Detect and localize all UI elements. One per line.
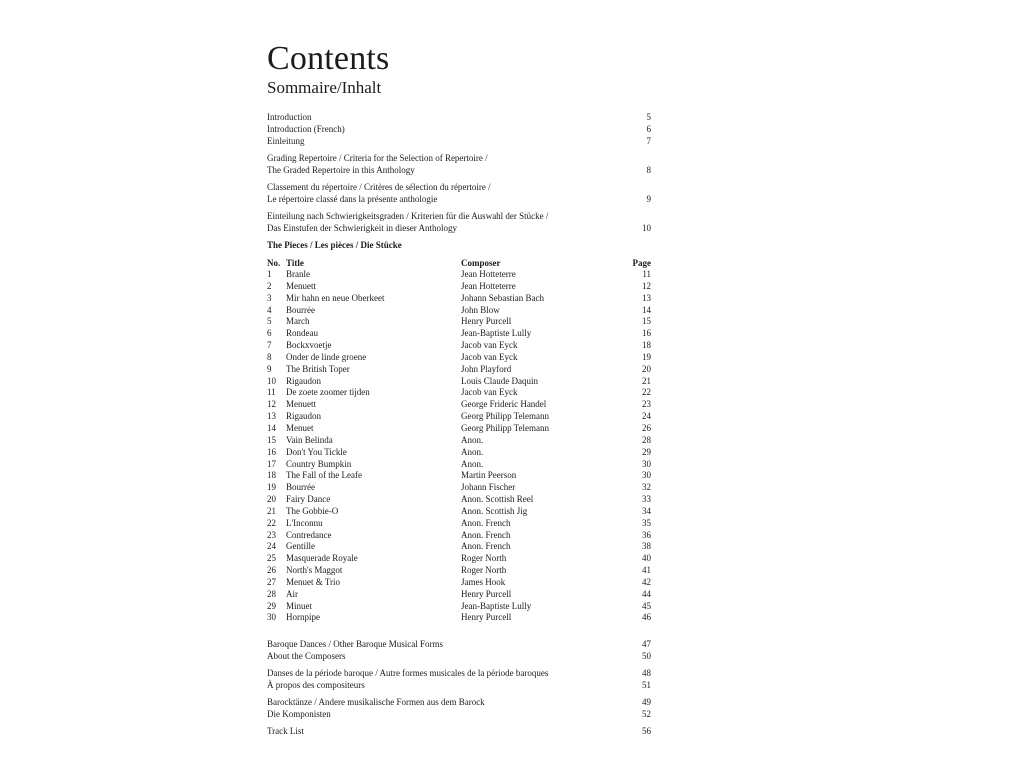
- piece-page: 41: [642, 565, 651, 576]
- toc-entry-text: Die Komponisten: [267, 709, 331, 720]
- toc-group: [267, 111, 651, 147]
- piece-title: Menuett: [286, 280, 316, 291]
- piece-number: 26: [267, 565, 276, 576]
- pieces-table-body: [267, 269, 651, 624]
- piece-number: 16: [267, 446, 276, 457]
- piece-number: 17: [267, 458, 276, 469]
- contents-page: [267, 40, 651, 742]
- piece-title: Rigaudon: [286, 375, 321, 386]
- column-header-page: Page: [632, 258, 651, 268]
- piece-composer: Henry Purcell: [461, 612, 512, 623]
- toc-entry-page: 48: [642, 668, 651, 679]
- piece-page: 38: [642, 541, 651, 552]
- piece-title: Menuet: [286, 422, 314, 433]
- table-row: [267, 316, 651, 328]
- piece-composer: Anon. French: [461, 529, 511, 540]
- toc-entry: [267, 667, 651, 679]
- piece-composer: Jacob van Eyck: [461, 387, 518, 398]
- intro-section: [267, 111, 651, 234]
- table-row: [267, 447, 651, 459]
- piece-composer: Anon. French: [461, 517, 511, 528]
- toc-entry-text: Baroque Dances / Other Baroque Musical Forms: [267, 639, 443, 650]
- piece-composer: Johann Sebastian Bach: [461, 292, 544, 303]
- piece-page: 11: [642, 269, 651, 279]
- toc-entry-page: 5: [646, 112, 651, 122]
- piece-page: 26: [642, 422, 651, 433]
- piece-title: The British Toper: [286, 363, 350, 374]
- piece-title: Bourrée: [286, 482, 315, 493]
- piece-number: 1: [267, 269, 272, 279]
- piece-composer: Anon. French: [461, 541, 511, 552]
- piece-number: 4: [267, 304, 272, 315]
- piece-page: 22: [642, 387, 651, 398]
- piece-page: 45: [642, 600, 651, 611]
- piece-page: 30: [642, 458, 651, 469]
- piece-title: March: [286, 316, 310, 327]
- piece-title: Onder de linde groene: [286, 351, 367, 362]
- piece-number: 13: [267, 411, 276, 422]
- piece-number: 19: [267, 482, 276, 493]
- toc-entry-page: [621, 181, 651, 193]
- toc-entry-text: Grading Repertoire / Criteria for the Selection of Repertoire /: [267, 153, 488, 163]
- toc-entry: [267, 638, 651, 650]
- piece-title: Mir hahn en neue Oberkeet: [286, 292, 385, 303]
- piece-composer: Anon.: [461, 434, 484, 445]
- piece-page: 12: [642, 280, 651, 291]
- piece-title: North's Maggot: [286, 565, 343, 576]
- toc-entry-text: Einleitung: [267, 136, 305, 146]
- toc-group: [267, 696, 651, 720]
- piece-number: 9: [267, 363, 272, 374]
- table-row: [267, 470, 651, 482]
- piece-title: Branle: [286, 269, 310, 279]
- piece-title: Rondeau: [286, 328, 318, 339]
- piece-number: 20: [267, 494, 276, 505]
- piece-number: 29: [267, 600, 276, 611]
- toc-entry: [267, 650, 651, 662]
- toc-entry: [267, 210, 651, 222]
- toc-entry-page: 10: [642, 223, 651, 233]
- piece-page: 42: [642, 576, 651, 587]
- table-row: [267, 577, 651, 589]
- table-row: [267, 411, 651, 423]
- toc-entry-text: Introduction (French): [267, 124, 345, 134]
- piece-number: 25: [267, 553, 276, 564]
- piece-composer: Roger North: [461, 553, 507, 564]
- piece-composer: Jean Hotteterre: [461, 269, 516, 279]
- toc-entry-page: 51: [642, 680, 651, 691]
- piece-title: Country Bumpkin: [286, 458, 352, 469]
- piece-composer: Anon.: [461, 458, 484, 469]
- piece-page: 13: [642, 292, 651, 303]
- toc-entry-text: Einteilung nach Schwierigkeitsgraden / Kriterien für die Auswahl der Stücke /: [267, 211, 549, 221]
- toc-entry-text: Das Einstufen der Schwierigkeit in dieser Anthology: [267, 223, 457, 233]
- toc-entry-text: Introduction: [267, 112, 312, 122]
- toc-entry: [267, 181, 651, 193]
- piece-page: 14: [642, 304, 651, 315]
- piece-page: 33: [642, 494, 651, 505]
- piece-composer: Jean-Baptiste Lully: [461, 328, 532, 339]
- toc-entry-page: 9: [646, 194, 651, 204]
- piece-composer: Johann Fischer: [461, 482, 516, 493]
- toc-entry-page: 47: [642, 639, 651, 650]
- toc-entry-page: [621, 210, 651, 222]
- piece-composer: Roger North: [461, 565, 507, 576]
- piece-page: 18: [642, 340, 651, 351]
- pieces-heading: The Pieces / Les pièces / Die Stücke: [267, 240, 402, 250]
- piece-page: 15: [642, 316, 651, 327]
- toc-entry: [267, 111, 651, 123]
- table-row: [267, 589, 651, 601]
- table-row: [267, 482, 651, 494]
- piece-page: 20: [642, 363, 651, 374]
- toc-entry-text: The Graded Repertoire in this Anthology: [267, 165, 415, 175]
- piece-number: 8: [267, 351, 272, 362]
- table-row: [267, 494, 651, 506]
- piece-composer: Georg Philipp Telemann: [461, 411, 550, 422]
- column-header-composer: Composer: [461, 258, 501, 268]
- toc-entry-page: [621, 152, 651, 164]
- piece-page: 35: [642, 517, 651, 528]
- table-row: [267, 305, 651, 317]
- piece-title: Bourrée: [286, 304, 315, 315]
- column-header-title: Title: [286, 258, 304, 268]
- piece-page: 19: [642, 351, 651, 362]
- piece-title: Vain Belinda: [286, 434, 333, 445]
- toc-group: [267, 181, 651, 205]
- toc-entry-text: Barocktänze / Andere musikalische Formen aus dem Barock: [267, 697, 485, 708]
- table-row: [267, 612, 651, 624]
- piece-composer: Jean Hotteterre: [461, 280, 516, 291]
- piece-title: Contredance: [286, 529, 332, 540]
- piece-number: 12: [267, 399, 276, 410]
- piece-page: 36: [642, 529, 651, 540]
- piece-page: 30: [642, 470, 651, 481]
- toc-entry: [267, 696, 651, 708]
- table-row: [267, 553, 651, 565]
- toc-entry-page: 7: [646, 136, 651, 146]
- piece-page: 34: [642, 505, 651, 516]
- piece-composer: Anon. Scottish Reel: [461, 494, 534, 505]
- piece-composer: Louis Claude Daquin: [461, 375, 538, 386]
- piece-title: Gentille: [286, 541, 315, 552]
- piece-composer: Jean-Baptiste Lully: [461, 600, 532, 611]
- piece-page: 16: [642, 328, 651, 339]
- table-row: [267, 506, 651, 518]
- piece-title: Don't You Tickle: [286, 446, 347, 457]
- piece-composer: Anon.: [461, 446, 484, 457]
- piece-title: The Fall of the Leafe: [286, 470, 362, 481]
- table-row: [267, 541, 651, 553]
- pieces-table: [267, 257, 651, 624]
- toc-entry: [267, 725, 651, 737]
- piece-title: Fairy Dance: [286, 494, 331, 505]
- piece-title: Hornpipe: [286, 612, 320, 623]
- piece-number: 3: [267, 292, 272, 303]
- toc-entry-text: Classement du répertoire / Critères de sélection du répertoire /: [267, 182, 491, 192]
- toc-entry-page: 49: [642, 697, 651, 708]
- toc-entry-text: Track List: [267, 726, 304, 737]
- toc-entry-text: About the Composers: [267, 651, 346, 662]
- toc-entry: [267, 164, 651, 176]
- table-row: [267, 387, 651, 399]
- piece-title: Menuett: [286, 399, 316, 410]
- table-row: [267, 281, 651, 293]
- table-row: [267, 423, 651, 435]
- piece-number: 18: [267, 470, 276, 481]
- toc-entry-page: 50: [642, 651, 651, 662]
- piece-composer: Anon. Scottish Jig: [461, 505, 528, 516]
- table-row: [267, 530, 651, 542]
- piece-page: 44: [642, 588, 651, 599]
- piece-number: 30: [267, 612, 276, 623]
- piece-number: 15: [267, 434, 276, 445]
- piece-composer: Georg Philipp Telemann: [461, 422, 550, 433]
- toc-entry: [267, 152, 651, 164]
- piece-number: 28: [267, 588, 276, 599]
- piece-page: 32: [642, 482, 651, 493]
- table-row: [267, 376, 651, 388]
- piece-number: 10: [267, 375, 276, 386]
- piece-number: 21: [267, 505, 276, 516]
- piece-title: Air: [286, 588, 298, 599]
- table-row: [267, 565, 651, 577]
- toc-entry-text: Le répertoire classé dans la présente anthologie: [267, 194, 438, 204]
- piece-title: L'Inconnu: [286, 517, 323, 528]
- table-row: [267, 340, 651, 352]
- piece-title: Rigaudon: [286, 411, 321, 422]
- toc-entry: [267, 123, 651, 135]
- toc-entry-page: 56: [642, 726, 651, 737]
- piece-page: 24: [642, 411, 651, 422]
- table-row: [267, 364, 651, 376]
- back-matter-section: [267, 638, 651, 737]
- piece-composer: Henry Purcell: [461, 316, 512, 327]
- table-row: [267, 601, 651, 613]
- piece-composer: Jacob van Eyck: [461, 351, 518, 362]
- toc-group: [267, 210, 651, 234]
- piece-title: Bockxvoetje: [286, 340, 332, 351]
- table-row: [267, 459, 651, 471]
- piece-composer: George Frideric Handel: [461, 399, 547, 410]
- piece-page: 29: [642, 446, 651, 457]
- piece-composer: Henry Purcell: [461, 588, 512, 599]
- piece-composer: Martin Peerson: [461, 470, 517, 481]
- piece-number: 14: [267, 422, 276, 433]
- piece-number: 5: [267, 316, 272, 327]
- piece-title: Menuet & Trio: [286, 576, 341, 587]
- toc-group: [267, 725, 651, 737]
- piece-number: 7: [267, 340, 272, 351]
- page-title: Contents: [267, 40, 390, 77]
- toc-group: [267, 638, 651, 662]
- toc-group: [267, 667, 651, 691]
- table-row: [267, 328, 651, 340]
- piece-number: 27: [267, 576, 276, 587]
- piece-page: 23: [642, 399, 651, 410]
- toc-entry-page: 8: [646, 165, 651, 175]
- table-row: [267, 352, 651, 364]
- piece-composer: James Hook: [461, 576, 506, 587]
- piece-composer: Jacob van Eyck: [461, 340, 518, 351]
- table-row: [267, 435, 651, 447]
- piece-number: 6: [267, 328, 272, 339]
- piece-composer: John Playford: [461, 363, 512, 374]
- piece-title: Masquerade Royale: [286, 553, 358, 564]
- table-row: [267, 518, 651, 530]
- page-subtitle: Sommaire/Inhalt: [267, 78, 382, 97]
- piece-number: 24: [267, 541, 276, 552]
- piece-number: 22: [267, 517, 276, 528]
- piece-page: 40: [642, 553, 651, 564]
- piece-title: Minuet: [286, 600, 312, 611]
- toc-entry-text: Danses de la période baroque / Autre formes musicales de la période baroques: [267, 668, 549, 679]
- piece-page: 21: [642, 375, 651, 386]
- toc-entry: [267, 679, 651, 691]
- piece-page: 28: [642, 434, 651, 445]
- piece-title: De zoete zoomer tijden: [286, 387, 370, 398]
- toc-entry: [267, 193, 651, 205]
- table-row: [267, 293, 651, 305]
- toc-entry-page: 52: [642, 709, 651, 720]
- table-header-row: [267, 257, 651, 269]
- toc-entry: [267, 135, 651, 147]
- piece-number: 23: [267, 529, 276, 540]
- table-row: [267, 399, 651, 411]
- piece-page: 46: [642, 612, 651, 623]
- toc-entry: [267, 222, 651, 234]
- toc-group: [267, 152, 651, 176]
- toc-entry-text: À propos des compositeurs: [267, 680, 365, 691]
- table-row: [267, 269, 651, 281]
- piece-number: 11: [267, 387, 276, 398]
- toc-entry: [267, 708, 651, 720]
- piece-title: The Gobbie-O: [286, 505, 339, 516]
- toc-entry-page: 6: [646, 124, 651, 134]
- piece-number: 2: [267, 280, 272, 291]
- piece-composer: John Blow: [461, 304, 500, 315]
- column-header-no: No.: [267, 258, 281, 268]
